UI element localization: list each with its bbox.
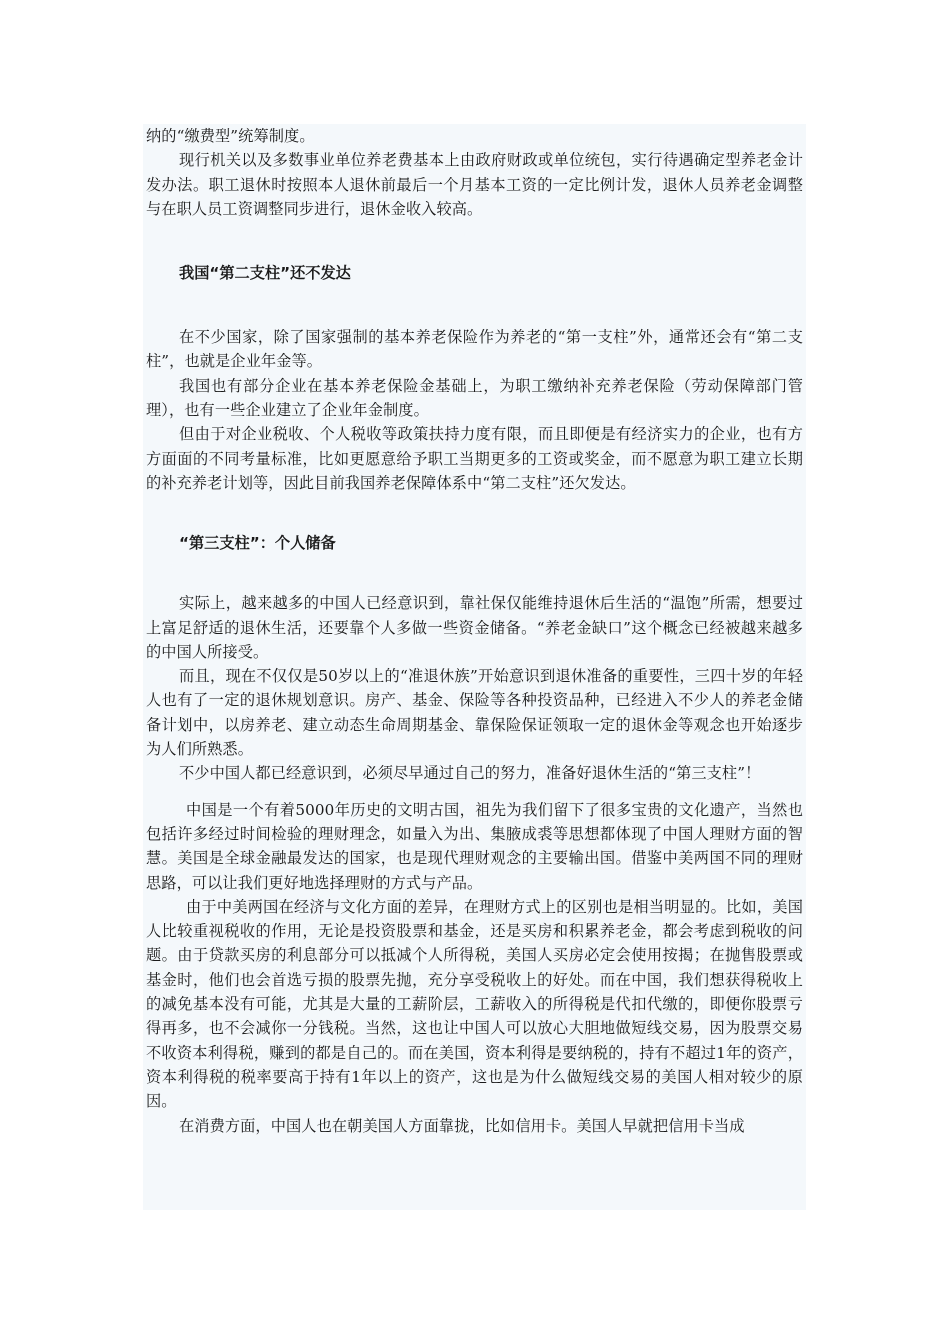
paragraph: 中国是一个有着5000年历史的文明古国，祖先为我们留下了很多宝贵的文化遗产，当然也包括许多经过时间检验的理财理念，如量入为出、集腋成裘等思想都体现了中国人理财方面的智慧。美国是全球金融最发达的国家，也是现代理财观念的主要输出国。借鉴中美两国不同的理财思路，可以让我们更好地选择理财的方式与产品。 — [146, 800, 803, 892]
spacer — [146, 495, 803, 531]
section-heading-second-pillar: 我国“第二支柱”还不发达 — [179, 264, 351, 283]
spacer — [146, 786, 803, 798]
paragraph: 由于中美两国在经济与文化方面的差异，在理财方式上的区别也是相当明显的。比如，美国人比较重视税收的作用，无论是投资股票和基金，还是买房和积累养老金，都会考虑到税收的问题。由于贷款买房的利息部分可以抵减个人所得税，美国人买房必定会使用按揭；在抛售股票或基金时，他们也会首选亏损的股票先抛，充分享受税收上的好处。而在中国，我们想获得税收上的减免基本没有可能，尤其是大量的工薪阶层，工薪收入的所得税是代扣代缴的，即便你股票亏得再多，也不会减你一分钱税。当然，这也让中国人可以放心大胆地做短线交易，因为股票交易不收资本利得税，赚到的都是自己的。而在美国，资本利得是要纳税的，持有不超过1年的资产，资本利得税的税率要高于持有1年以上的资产，这也是为什么做短线交易的美国人相对较少的原因。 — [146, 897, 803, 1111]
paragraph: 在消费方面，中国人也在朝美国人方面靠拢，比如信用卡。美国人早就把信用卡当成 — [179, 1116, 745, 1135]
paragraph: 我国也有部分企业在基本养老保险金基础上，为职工缴纳补充养老保险（劳动保障部门管理），也有一些企业建立了企业年金制度。 — [146, 376, 803, 420]
document-page — [143, 124, 806, 1210]
paragraph-pension-system: 现行机关以及多数事业单位养老费基本上由政府财政或单位统包，实行待遇确定型养老金计发办法。职工退休时按照本人退休前最后一个月基本工资的一定比例计发，退休人员养老金调整与在职人员工资调整同步进行，退休金收入较高。 — [146, 151, 803, 218]
paragraph: 实际上，越来越多的中国人已经意识到，靠社保仅能维持退休后生活的“温饱”所需，想要过上富足舒适的退休生活，还要靠个人多做一些资金储备。“养老金缺口”这个概念已经被越来越多的中国人所接受。 — [146, 594, 803, 661]
paragraph: 在不少国家，除了国家强制的基本养老保险作为养老的“第一支柱”外，通常还会有“第二支柱”，也就是企业年金等。 — [146, 328, 803, 371]
spacer — [146, 285, 803, 325]
paragraph: 而且，现在不仅仅是50岁以上的“准退休族”开始意识到退休准备的重要性，三四十岁的年轻人也有了一定的退休规划意识。房产、基金、保险等各种投资品种，已经进入不少人的养老金储备计划中，以房养老、建立动态生命周期基金、靠保险保证领取一定的退休金等观念也开始逐步为人们所熟悉。 — [146, 667, 803, 759]
paragraph: 但由于对企业税收、个人税收等政策扶持力度有限，而且即便是有经济实力的企业，也有方方面面的不同考量标准，比如更愿意给予职工当期更多的工资或奖金，而不愿意为职工建立长期的补充养老计划等，因此目前我国养老保障体系中“第二支柱”还欠发达。 — [146, 425, 803, 492]
document-content — [143, 124, 806, 1138]
paragraph: 不少中国人都已经意识到，必须尽早通过自己的努力，准备好退休生活的“第三支柱”！ — [179, 764, 761, 783]
paragraph-continuation: 纳的“缴费型”统筹制度。 — [146, 127, 315, 145]
spacer — [146, 221, 803, 261]
section-heading-third-pillar: “第三支柱”：个人储备 — [179, 534, 336, 553]
spacer — [146, 555, 803, 591]
